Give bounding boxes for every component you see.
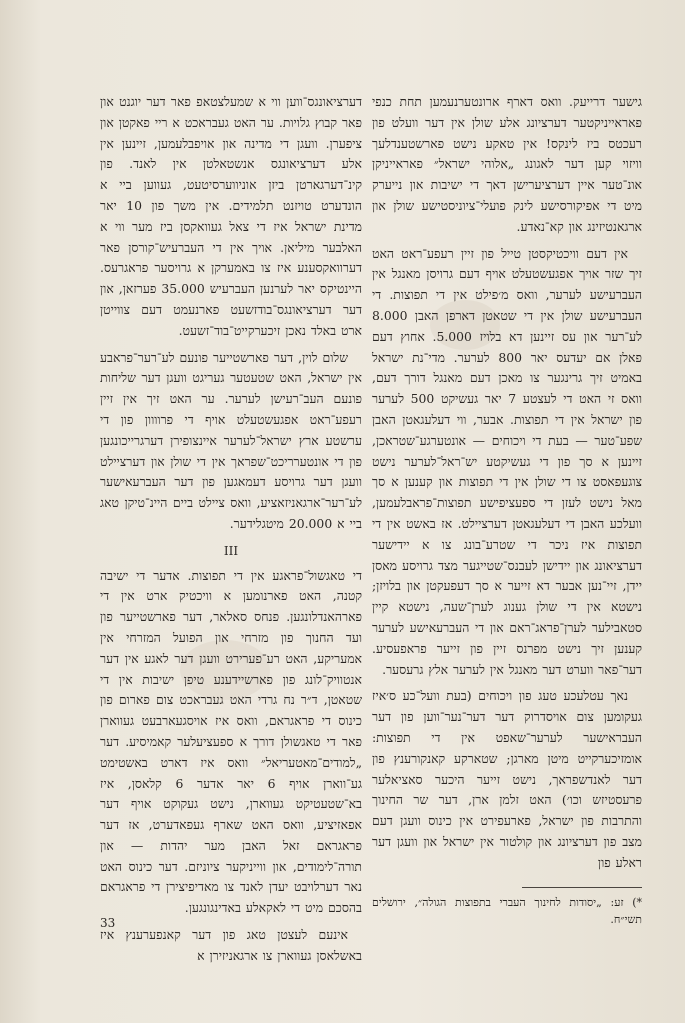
- paragraph: די טאגשול־פראגע אין די תפוצות. אדער די ישיבה קטנה, האט פארנומען א וויכטיק ארט אין די פארהאנדלונגען. פנחס סאלאר, דער פארשטייער פון ועד החנוך פון מזרחי און הפועל המזרחי אין אמעריקע, האט רע־פערירט וועגן דער לאגע אין דער אנטוויק־לונג פון פארשיידענע טיפן ישיבות אין די שטאטן, ד״ר נח גרדי האט געבראכט צום פארום פון כינוס די פראגראם, וואס איז אויסגעארבעט געווארן פאר די טאגשולן דורך א ספעציעלער קאמיסיע. דער „למודים־מאטעריאל״ וואס איז דארט באשטימט גע־ווארן אויף 6 יאר אדער 6 קלאסן, איז בא־שטעטיקט געווארן, נישט געקוקט אויף דער אפאזיציע, וואס האט שארף געפאדערט, אז דער פראגראם זאל האבן מער יהדות — און תורה־לימודים, און ווייניקער ציוניזם. דער כינוס האט נאר דערלויבט יעדן לאנד צו מאדיפיצירן די פראגראם בהסכם מיט די לאקאלע באדינגונגען.: [100, 567, 362, 916]
- paragraph: נאך עטלעכע טעג פון ויכוחים (בעת וועל־כע ס׳איז געקומען צום אויסדרוק דער דער־נער־ווען פון דער העבראישער לערער־שאפט אין די תפוצות: אומזיכערקייט מיטן מארגן; שטארקע קאנקורענץ פון דער לאנדשפראך, נישט זייער היכער סאציאלער פרעסטיזש וכו׳) האט זלמן ארן, דער שר החינוך והתרבות פון ישראל, פארעפירט אין כינוס וועגן דעם מצב פון דערציונג און קולטור אין ישראל און וועגן דער ראלע פון: [372, 688, 642, 870]
- footnote: *) זע: „יסודות לחינוך העברי בתפוצות הגולה״, ירושלים תשי״ח.: [372, 896, 642, 927]
- paragraph: אינעם לעצטן טאג פון דער קאנפערענץ איז באשלאסן געווארן צו ארגאניזירן א: [100, 927, 362, 963]
- right-text-column: [372, 92, 642, 934]
- page-number: 33: [100, 916, 116, 930]
- paragraph: אין דעם וויכטיקסטן טייל פון זיין רעפע־ראט האט זיך שזר אויך אפגעשטעלט אויף דעם גרויסן מאנגל אין העברעישע לערער, וואס מ׳פילט אין די תפוצות. די העברעישע שולן אין די שטאטן דארפן האבן 8.000 לע־רער און עס זיינען דא בלויז 5.000. אחוץ דעם פאלן אם יעדעס יאר 800 לערער. מדי־נת ישראל באמיט זיך גרינגער צו מאכן דעם מאנגל דורך דעם, וואס זי האט די לעצטע 7 יאר געשיקט 500 לערער פון ישראל אין די תפוצות. אבער, ווי דעלעגאטן האבן שפע־טער — בעת די ויכוחים — אונטערגע־שטראכן, זיינען א סך פון די געשיקטע יש־ראל־לערער נישט צוגעפאסט צו די שולן אין די תפוצות און קענען א סך מאל נישט לעזן די ספעציפישע תפוצות־פראבלעמען, וועלכע האבן די דעלעגאטן דערציילט. אז באשט אין די תפוצות איז ניכר די שטרע־בונג צו א יידישער דערציאונג און יידישן לעבנס־שטייגער מצד גרויסע מאסן יידן, זיי־נען אבער דא זייער א סך דעפעקטן און בלויזן; נישטא אין די שולן גענוג לערן־שעה, נישטא קיין סטאבילער לערן־פראג־ראם און די העברעאישע לערער קענען זיך נישט מפרנס זיין פון זייער פראפעסיע. דער־פאר ווערט דער מאנגל אין לערער אלץ גרעסער.: [372, 245, 643, 677]
- left-text-column: [100, 92, 362, 973]
- footnote-divider: [522, 887, 642, 888]
- paragraph: שלום לוין, דער פארשטייער פונעם לע־רער־פראבע אין ישראל, האט שטעטער געריגט וועגן דער שליחות פונעם העב־רעישן לערער. ער האט זיך אין זיין רעפע־ראט אפגעשטעלט אויף די פרוווון פון די ערשטע ארץ ישראל־לערער איינצופירן דערגרייכונגען פון די אונטערריכט־שפראך אין די שולן און דערציילט וועגן דער גרויסע דעמאגען פון דער העברעאישער לע־רער־ארגאניזאציע, וואס ציילט ביים היינ־טיקן טאג ביי א 20.000 מיטגלידער.: [100, 349, 362, 531]
- paragraph: גישער דרייעק. וואס דארף ארונטערנעמען תחת כנפי פאראייניקטער דערציונג אלע שולן אין דער וועלט פון רעכטס ביז לינקס! אין טאקע נישט פארשטענדלעך וויזוי קען דער לאגונג „אלוהי ישראל״ פאראייניקן אונ־טער איין דערציערישן דאך די ישיבות און נייערק מיט די אפיקורסישע לינק פועלי־ציוניסטישע שולן און ארגאנטיזינג און קא־נאדע.: [372, 94, 642, 234]
- paragraph: דערציאונגס־ווען ווי א שמעלצטאפ פאר דער יוגנט און פאר קבוץ גלויות. ער האט געבראכט א ריי פאקטן און ציפערן. וועגן די מדינה און אויפבלעמען, זיינען אין אלע דערציאונגס אנשטאלטן אין לאנד. פון קינ־דערגארטן ביזן אוניווערסיטעט, געווען ביי א הונדערט טויזנט תלמידים. אין משך פון 10 יאר מדינת ישראל איז די צאל געוואקסן ביז מער ווי א האלבער מיליאן. אויך אין די העברעיש־קורסן פאר דערוואקסענע איז צו באמערקן א גרויסער פראגרעס. היינטיקס יאר לערנען העברעיש 35.000 פערזאן, און דער דערציאונגס־בודזשעט פארנעמט דעם צווייטן ארט באלד נאכן זיכערקייט־בוד־זשעט.: [100, 94, 362, 338]
- section-marker: III: [223, 543, 239, 558]
